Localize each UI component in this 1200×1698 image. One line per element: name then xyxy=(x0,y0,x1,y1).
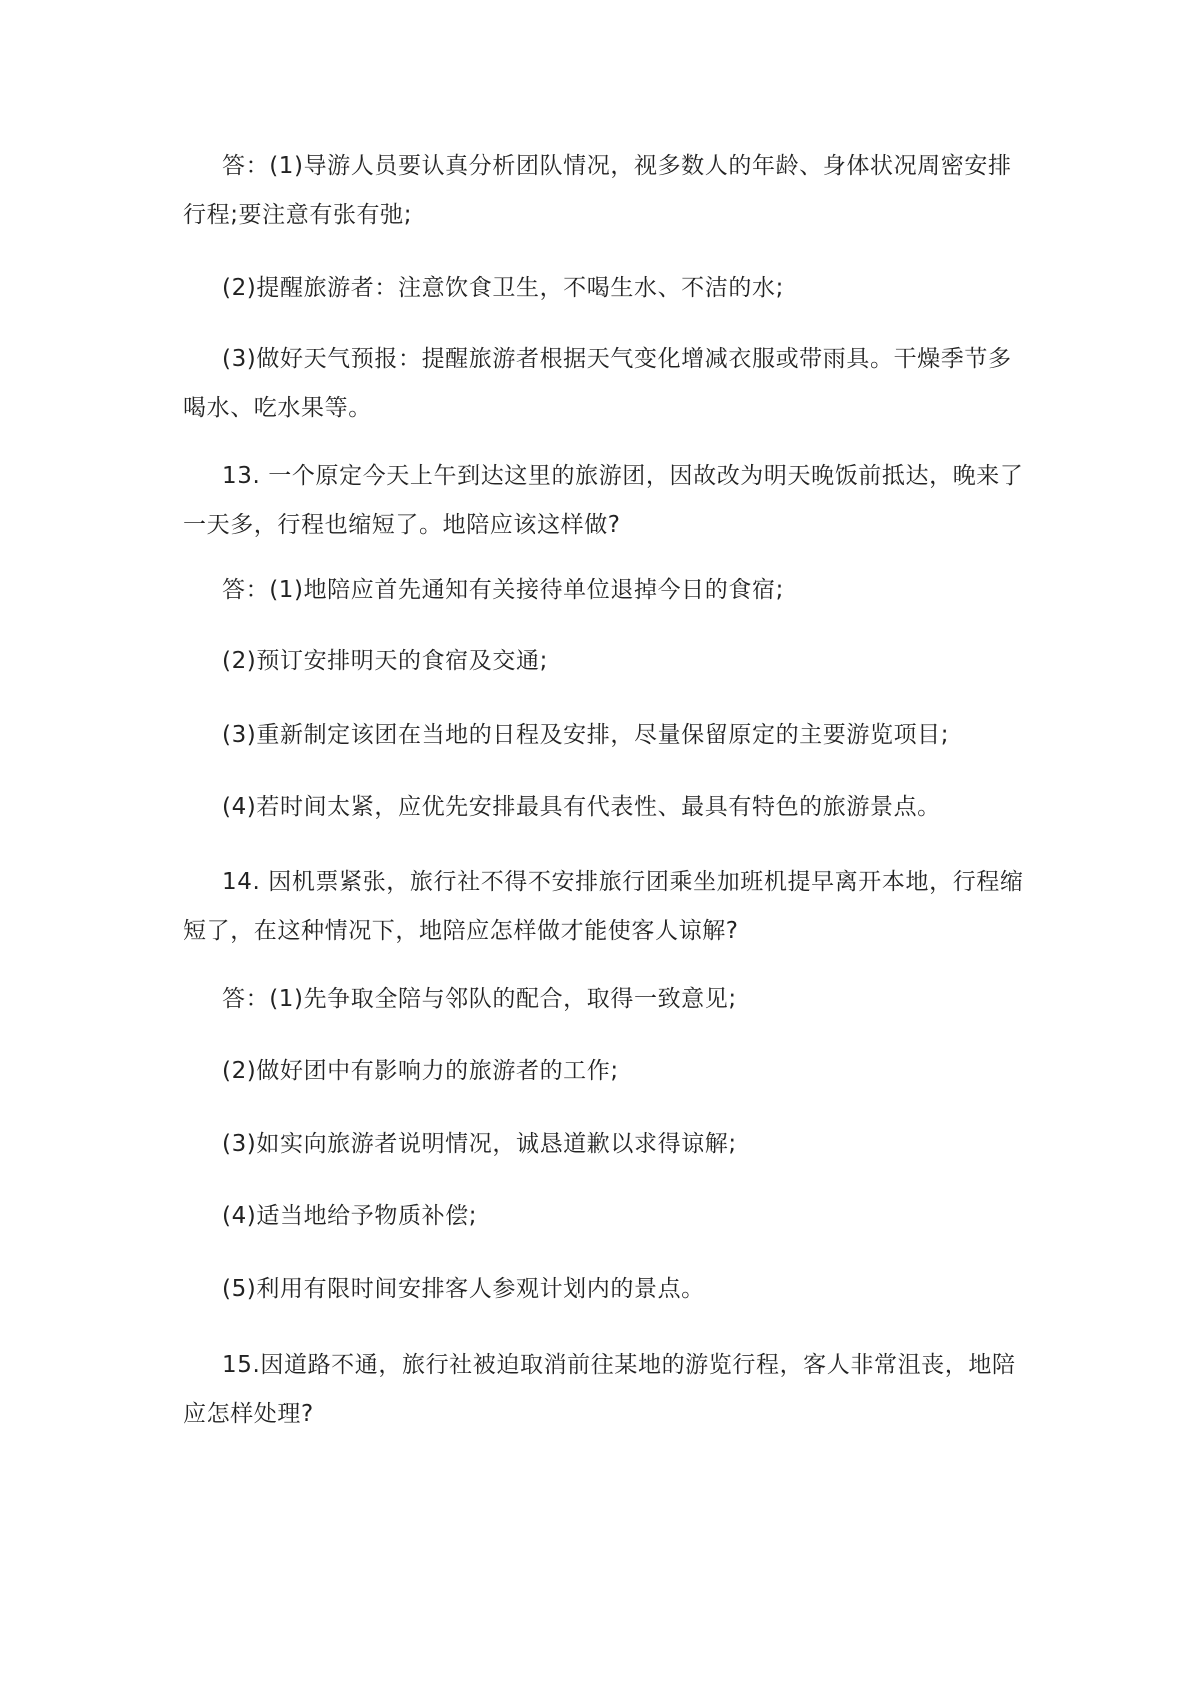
answer-13-line-3: (3)重新制定该团在当地的日程及安排，尽量保留原定的主要游览项目; xyxy=(222,722,950,748)
question-14: 14. 因机票紧张，旅行社不得不安排旅行团乘坐加班机提早离开本地，行程缩短了，在这种情况下，地陪应怎样做才能使客人谅解? xyxy=(183,869,1024,944)
answer-13-line-1: 答：(1)地陪应首先通知有关接待单位退掉今日的食宿; xyxy=(222,577,784,603)
answer-13-line-4: (4)若时间太紧，应优先安排最具有代表性、最具有特色的旅游景点。 xyxy=(222,794,941,820)
answer-14-line-3: (3)如实向旅游者说明情况，诚恳道歉以求得谅解; xyxy=(222,1131,737,1157)
answer-12-line-3: (3)做好天气预报：提醒旅游者根据天气变化增减衣服或带雨具。干燥季节多喝水、吃水果等。 xyxy=(183,346,1012,421)
answer-14-line-5: (5)利用有限时间安排客人参观计划内的景点。 xyxy=(222,1276,705,1302)
answer-12-line-2: (2)提醒旅游者：注意饮食卫生，不喝生水、不洁的水; xyxy=(222,275,784,301)
answer-14-line-2: (2)做好团中有影响力的旅游者的工作; xyxy=(222,1058,619,1084)
answer-12-line-1: 答：(1)导游人员要认真分析团队情况，视多数人的年龄、身体状况周密安排行程;要注意有张有弛; xyxy=(183,153,1012,228)
answer-13-line-2: (2)预订安排明天的食宿及交通; xyxy=(222,648,548,674)
question-13: 13. 一个原定今天上午到达这里的旅游团，因故改为明天晚饭前抵达，晚来了一天多，行程也缩短了。地陪应该这样做? xyxy=(183,463,1024,538)
question-15: 15.因道路不通，旅行社被迫取消前往某地的游览行程，客人非常沮丧，地陪应怎样处理? xyxy=(183,1352,1016,1427)
answer-14-line-4: (4)适当地给予物质补偿; xyxy=(222,1203,478,1229)
answer-14-line-1: 答：(1)先争取全陪与邻队的配合，取得一致意见; xyxy=(222,986,737,1012)
